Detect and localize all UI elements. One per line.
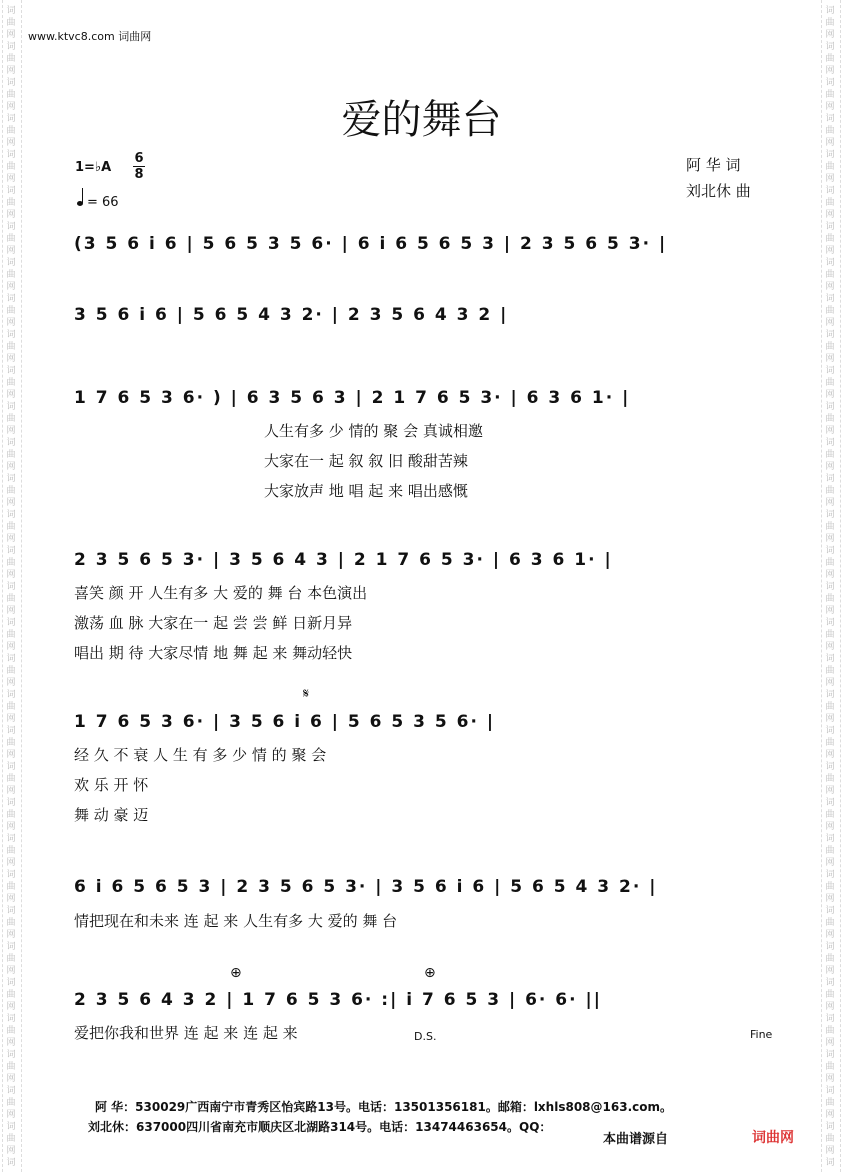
side-watermark-glyph: 网 (825, 66, 835, 76)
side-watermark-glyph: 网 (825, 606, 835, 616)
side-watermark-glyph: 网 (6, 354, 16, 364)
segno-icon: 𝄋 (303, 686, 310, 702)
side-watermark-glyph: 网 (6, 138, 16, 148)
side-watermark-glyph: 词 (6, 1122, 16, 1132)
side-watermark-glyph: 曲 (6, 594, 16, 604)
side-watermark-glyph: 网 (825, 570, 835, 580)
side-watermark-glyph: 词 (6, 402, 16, 412)
side-watermark-glyph: 网 (825, 318, 835, 328)
key-signature: 1=♭A (75, 160, 112, 175)
meter-bottom: 8 (134, 167, 144, 182)
side-watermark-glyph: 网 (825, 498, 835, 508)
score-row-2: 3 5 6 i 6 | 5 6 5 4 3 2· | 2 3 5 6 4 3 2 | (74, 305, 509, 325)
side-watermark-glyph: 曲 (825, 126, 835, 136)
side-watermark-glyph: 词 (825, 762, 835, 772)
side-watermark-glyph: 网 (825, 534, 835, 544)
side-watermark-glyph: 词 (825, 546, 835, 556)
side-watermark-glyph: 曲 (825, 738, 835, 748)
side-watermark-glyph: 词 (825, 942, 835, 952)
side-watermark-glyph: 曲 (6, 666, 16, 676)
side-watermark-glyph: 曲 (825, 702, 835, 712)
side-watermark-glyph: 网 (825, 714, 835, 724)
side-watermark-glyph: 曲 (825, 1134, 835, 1144)
side-watermark-glyph: 网 (6, 678, 16, 688)
side-watermark-glyph: 曲 (825, 846, 835, 856)
footer-source: 本曲谱源自 (603, 1132, 669, 1147)
side-watermark-glyph: 曲 (6, 990, 16, 1000)
side-watermark-glyph: 词 (825, 6, 835, 16)
side-watermark-glyph: 曲 (6, 1026, 16, 1036)
side-watermark-glyph: 词 (825, 582, 835, 592)
lyric-row-5-v1: 经 久 不 衰 人 生 有 多 少 情 的 聚 会 (74, 746, 327, 764)
side-watermark-glyph: 网 (825, 354, 835, 364)
side-watermark-glyph: 网 (6, 930, 16, 940)
side-watermark-glyph: 词 (6, 654, 16, 664)
side-watermark-glyph: 网 (6, 1074, 16, 1084)
side-watermark-glyph: 词 (825, 906, 835, 916)
side-watermark-glyph: 词 (6, 798, 16, 808)
side-watermark-glyph: 词 (6, 150, 16, 160)
side-watermark-glyph: 词 (825, 402, 835, 412)
side-watermark-glyph: 曲 (825, 90, 835, 100)
side-watermark-glyph: 曲 (6, 450, 16, 460)
side-watermark-glyph: 词 (6, 978, 16, 988)
side-watermark-glyph: 词 (6, 42, 16, 52)
composer-credit: 刘北休 曲 (686, 182, 751, 200)
side-watermark-glyph: 曲 (825, 594, 835, 604)
side-watermark-glyph: 词 (6, 330, 16, 340)
side-watermark-glyph: 词 (825, 726, 835, 736)
side-watermark-glyph: 网 (6, 570, 16, 580)
lyric-row-5-v3: 舞 动 豪 迈 (74, 806, 149, 824)
footer-brand-link[interactable]: 词曲网 (752, 1130, 794, 1146)
side-watermark-glyph: 网 (825, 30, 835, 40)
lyricist-credit: 阿 华 词 (686, 156, 741, 174)
side-watermark-glyph: 网 (6, 1146, 16, 1156)
coda-icon-2: ⊕ (424, 965, 436, 981)
side-watermark-glyph: 词 (6, 294, 16, 304)
side-watermark-glyph: 词 (6, 258, 16, 268)
score-row-7: 2 3 5 6 4 3 2 | 1 7 6 5 3 6· :| i 7 6 5 3 | 6· 6· || (74, 990, 602, 1010)
tempo-value: = 66 (87, 195, 119, 210)
side-watermark-glyph: 网 (6, 1110, 16, 1120)
side-watermark-glyph: 网 (6, 1002, 16, 1012)
side-watermark-glyph: 曲 (825, 666, 835, 676)
side-watermark-glyph: 网 (825, 1146, 835, 1156)
side-watermark-glyph: 词 (825, 690, 835, 700)
side-watermark-glyph: 网 (6, 858, 16, 868)
side-watermark-glyph: 词 (6, 1014, 16, 1024)
side-watermark-glyph: 网 (825, 174, 835, 184)
side-watermark-glyph: 词 (825, 1086, 835, 1096)
side-watermark-glyph: 词 (6, 870, 16, 880)
side-watermark-glyph: 词 (825, 438, 835, 448)
side-watermark-glyph: 曲 (6, 918, 16, 928)
side-watermark-glyph: 词 (6, 762, 16, 772)
side-watermark-glyph: 网 (6, 498, 16, 508)
score-row-5: 1 7 6 5 3 6· | 3 5 6 i 6 | 5 6 5 3 5 6· | (74, 712, 496, 732)
side-watermark-glyph: 词 (825, 1158, 835, 1168)
side-watermark-glyph: 词 (6, 690, 16, 700)
side-watermark-glyph: 曲 (825, 1026, 835, 1036)
time-signature (133, 151, 145, 182)
side-watermark-glyph: 曲 (825, 234, 835, 244)
side-watermark-glyph: 网 (6, 822, 16, 832)
side-watermark-glyph: 网 (825, 246, 835, 256)
side-watermark-glyph: 词 (6, 726, 16, 736)
coda-icon: ⊕ (230, 965, 242, 981)
side-watermark-glyph: 网 (6, 714, 16, 724)
side-watermark-glyph: 网 (6, 462, 16, 472)
side-watermark-glyph: 网 (6, 606, 16, 616)
side-watermark-glyph: 曲 (6, 306, 16, 316)
side-watermark-glyph: 网 (6, 66, 16, 76)
side-watermark-glyph: 网 (6, 318, 16, 328)
side-watermark-glyph: 曲 (6, 162, 16, 172)
side-watermark-glyph: 词 (6, 6, 16, 16)
lyric-row-3-v2: 大家在一 起 叙 叙 旧 酸甜苦辣 (264, 452, 468, 470)
side-watermark-glyph: 网 (6, 966, 16, 976)
quarter-note-icon (77, 201, 83, 206)
side-watermark-glyph: 曲 (6, 558, 16, 568)
side-watermark-glyph: 曲 (6, 702, 16, 712)
side-watermark-glyph: 曲 (6, 198, 16, 208)
side-watermark-glyph: 网 (6, 894, 16, 904)
lyric-row-3-v1: 人生有多 少 情的 聚 会 真诚相邀 (264, 422, 483, 440)
side-watermark-glyph: 词 (6, 942, 16, 952)
site-header[interactable]: www.ktvc8.com 词曲网 (28, 30, 152, 43)
side-watermark-glyph: 网 (825, 678, 835, 688)
side-watermark-glyph: 网 (825, 750, 835, 760)
side-watermark-glyph: 曲 (825, 630, 835, 640)
side-watermark-glyph: 词 (825, 150, 835, 160)
side-watermark-glyph: 词 (825, 1050, 835, 1060)
side-watermark-glyph: 曲 (825, 1062, 835, 1072)
side-watermark-glyph: 网 (825, 1002, 835, 1012)
side-watermark-glyph: 词 (6, 222, 16, 232)
side-watermark-glyph: 网 (825, 138, 835, 148)
side-watermark-glyph: 曲 (825, 54, 835, 64)
side-watermark-glyph: 网 (6, 786, 16, 796)
side-watermark-glyph: 网 (6, 390, 16, 400)
meter-top: 6 (134, 151, 144, 166)
lyric-row-6-v1: 情把现在和未来 连 起 来 人生有多 大 爱的 舞 台 (74, 912, 398, 930)
side-watermark-glyph: 曲 (825, 558, 835, 568)
side-watermark-glyph: 网 (6, 1038, 16, 1048)
side-watermark-glyph: 曲 (6, 414, 16, 424)
side-watermark-glyph: 曲 (6, 1098, 16, 1108)
side-watermark-glyph: 词 (825, 330, 835, 340)
side-watermark-glyph: 词 (825, 42, 835, 52)
side-watermark-glyph: 词 (825, 186, 835, 196)
side-watermark-glyph: 网 (6, 642, 16, 652)
side-watermark-glyph: 网 (825, 894, 835, 904)
side-watermark-glyph: 词 (825, 222, 835, 232)
side-watermark-glyph: 曲 (6, 486, 16, 496)
side-watermark-glyph: 曲 (6, 738, 16, 748)
side-watermark-glyph: 网 (825, 282, 835, 292)
side-watermark-glyph: 词 (825, 1014, 835, 1024)
left-watermark-strip (2, 0, 22, 1172)
side-watermark-glyph: 网 (6, 246, 16, 256)
side-watermark-glyph: 词 (6, 546, 16, 556)
right-watermark-strip (821, 0, 841, 1172)
side-watermark-glyph: 曲 (6, 882, 16, 892)
side-watermark-glyph: 词 (6, 582, 16, 592)
side-watermark-glyph: 曲 (825, 450, 835, 460)
score-row-3: 1 7 6 5 3 6· ) | 6 3 5 6 3 | 2 1 7 6 5 3· | 6 3 6 1· | (74, 388, 631, 408)
side-watermark-glyph: 网 (825, 642, 835, 652)
lyric-row-4-v3: 唱出 期 待 大家尽情 地 舞 起 来 舞动轻快 (74, 644, 353, 662)
side-watermark-glyph: 曲 (825, 198, 835, 208)
side-watermark-glyph: 网 (825, 1038, 835, 1048)
side-watermark-glyph: 曲 (6, 522, 16, 532)
side-watermark-glyph: 网 (825, 1110, 835, 1120)
side-watermark-glyph: 曲 (6, 54, 16, 64)
side-watermark-glyph: 网 (825, 966, 835, 976)
side-watermark-glyph: 词 (825, 78, 835, 88)
side-watermark-glyph: 网 (825, 786, 835, 796)
side-watermark-glyph: 曲 (6, 954, 16, 964)
side-watermark-glyph: 词 (6, 366, 16, 376)
side-watermark-glyph: 曲 (825, 918, 835, 928)
side-watermark-glyph: 词 (825, 258, 835, 268)
side-watermark-glyph: 网 (825, 930, 835, 940)
side-watermark-glyph: 曲 (825, 414, 835, 424)
side-watermark-glyph: 曲 (6, 378, 16, 388)
side-watermark-glyph: 曲 (825, 954, 835, 964)
side-watermark-glyph: 词 (825, 294, 835, 304)
side-watermark-glyph: 词 (825, 654, 835, 664)
fine-marking: Fine (750, 1028, 773, 1041)
side-watermark-glyph: 曲 (6, 126, 16, 136)
side-watermark-glyph: 曲 (825, 810, 835, 820)
side-watermark-glyph: 网 (825, 210, 835, 220)
side-watermark-glyph: 曲 (825, 162, 835, 172)
side-watermark-glyph: 词 (825, 366, 835, 376)
side-watermark-glyph: 曲 (6, 810, 16, 820)
side-watermark-glyph: 词 (6, 1050, 16, 1060)
side-watermark-glyph: 词 (825, 510, 835, 520)
side-watermark-glyph: 曲 (825, 378, 835, 388)
lyric-row-4-v1: 喜笑 颜 开 人生有多 大 爱的 舞 台 本色演出 (74, 584, 368, 602)
side-watermark-glyph: 网 (6, 30, 16, 40)
score-row-1: (3 5 6 i 6 | 5 6 5 3 5 6· | 6 i 6 5 6 5 3 | 2 3 5 6 5 3· | (74, 234, 668, 254)
side-watermark-glyph: 曲 (6, 774, 16, 784)
side-watermark-glyph: 曲 (825, 18, 835, 28)
side-watermark-glyph: 网 (6, 102, 16, 112)
side-watermark-glyph: 词 (825, 978, 835, 988)
side-watermark-glyph: 网 (6, 174, 16, 184)
side-watermark-glyph: 词 (6, 906, 16, 916)
footer-line-1: 阿 华：530029广西南宁市青秀区怡宾路13号。电话：13501356181。邮箱：lxhls808@163.com。 (95, 1100, 672, 1114)
lyric-row-3-v3: 大家放声 地 唱 起 来 唱出感慨 (264, 482, 468, 500)
side-watermark-glyph: 曲 (825, 342, 835, 352)
side-watermark-glyph: 网 (6, 426, 16, 436)
side-watermark-glyph: 网 (6, 210, 16, 220)
side-watermark-glyph: 词 (825, 474, 835, 484)
side-watermark-glyph: 曲 (825, 270, 835, 280)
side-watermark-glyph: 词 (6, 618, 16, 628)
side-watermark-glyph: 曲 (6, 1062, 16, 1072)
side-watermark-glyph: 词 (825, 870, 835, 880)
side-watermark-glyph: 网 (825, 462, 835, 472)
side-watermark-glyph: 曲 (825, 882, 835, 892)
side-watermark-glyph: 网 (6, 750, 16, 760)
side-watermark-glyph: 曲 (6, 630, 16, 640)
side-watermark-glyph: 曲 (825, 486, 835, 496)
side-watermark-glyph: 网 (825, 1074, 835, 1084)
side-watermark-glyph: 网 (825, 426, 835, 436)
lyric-row-4-v2: 激荡 血 脉 大家在一 起 尝 尝 鲜 日新月异 (74, 614, 353, 632)
side-watermark-glyph: 曲 (825, 522, 835, 532)
side-watermark-glyph: 曲 (6, 90, 16, 100)
side-watermark-glyph: 曲 (825, 774, 835, 784)
side-watermark-glyph: 词 (825, 1122, 835, 1132)
side-watermark-glyph: 词 (825, 114, 835, 124)
side-watermark-glyph: 曲 (825, 990, 835, 1000)
score-row-6: 6 i 6 5 6 5 3 | 2 3 5 6 5 3· | 3 5 6 i 6 | 5 6 5 4 3 2· | (74, 877, 658, 897)
lyric-row-5-v2: 欢 乐 开 怀 (74, 776, 149, 794)
side-watermark-glyph: 网 (6, 282, 16, 292)
side-watermark-glyph: 曲 (6, 846, 16, 856)
side-watermark-glyph: 词 (825, 798, 835, 808)
ds-marking: D.S. (414, 1030, 437, 1043)
side-watermark-glyph: 曲 (825, 1098, 835, 1108)
tempo-marking (77, 195, 119, 210)
side-watermark-glyph: 词 (6, 1086, 16, 1096)
side-watermark-glyph: 网 (825, 390, 835, 400)
song-title: 爱的舞台 (341, 97, 502, 143)
side-watermark-glyph: 曲 (6, 234, 16, 244)
side-watermark-glyph: 网 (825, 858, 835, 868)
side-watermark-glyph: 网 (825, 822, 835, 832)
side-watermark-glyph: 词 (6, 474, 16, 484)
side-watermark-glyph: 词 (6, 114, 16, 124)
footer-line-2: 刘北休：637000四川省南充市顺庆区北湖路314号。电话：13474463654。QQ： (88, 1120, 552, 1134)
score-row-4: 2 3 5 6 5 3· | 3 5 6 4 3 | 2 1 7 6 5 3· | 6 3 6 1· | (74, 550, 613, 570)
side-watermark-glyph: 曲 (6, 1134, 16, 1144)
side-watermark-glyph: 词 (6, 1158, 16, 1168)
side-watermark-glyph: 曲 (6, 270, 16, 280)
side-watermark-glyph: 曲 (825, 306, 835, 316)
side-watermark-glyph: 曲 (6, 342, 16, 352)
side-watermark-glyph: 曲 (6, 18, 16, 28)
side-watermark-glyph: 词 (6, 834, 16, 844)
side-watermark-glyph: 词 (6, 510, 16, 520)
side-watermark-glyph: 词 (825, 834, 835, 844)
side-watermark-glyph: 词 (6, 78, 16, 88)
lyric-row-7-v1: 爱把你我和世界 连 起 来 连 起 来 (74, 1024, 298, 1042)
side-watermark-glyph: 词 (825, 618, 835, 628)
side-watermark-glyph: 网 (825, 102, 835, 112)
side-watermark-glyph: 词 (6, 438, 16, 448)
side-watermark-glyph: 网 (6, 534, 16, 544)
side-watermark-glyph: 词 (6, 186, 16, 196)
